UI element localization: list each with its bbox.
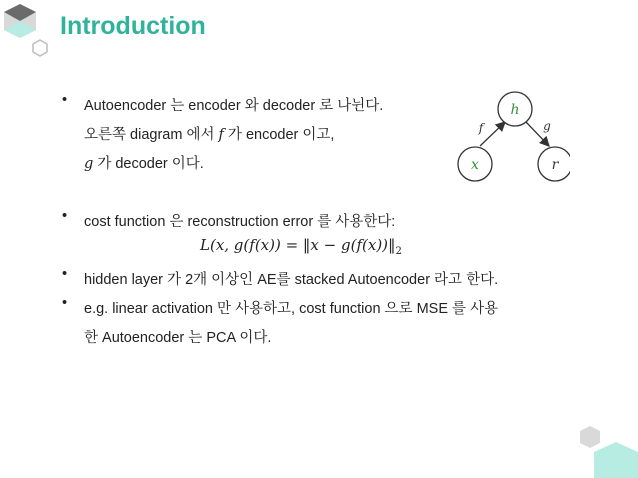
decor-hexagons-bottom-right — [560, 420, 638, 478]
formula-subscript: 2 — [395, 246, 402, 257]
text-segment: 가 decoder 이다. — [93, 156, 204, 172]
autoencoder-diagram — [450, 84, 570, 194]
node-h-label: h — [510, 102, 520, 118]
decor-hexagons-top-left — [0, 0, 60, 60]
bullet-line — [84, 295, 498, 324]
text-segment: Autoencoder 는 encoder 와 decoder 로 나뉜다. — [84, 98, 384, 114]
formula-text: L(x, g(f(x)) = ‖x − g(f(x))‖ — [200, 236, 396, 254]
bullet-line — [84, 266, 498, 295]
bullet-text — [84, 266, 498, 295]
bullet-dot: • — [62, 295, 68, 311]
bullet-text — [84, 295, 498, 353]
hexagon-decoration — [33, 40, 47, 56]
bullet-text — [84, 208, 395, 237]
bullet-line — [84, 208, 395, 237]
node-r-label: r — [551, 157, 559, 173]
cost-formula — [200, 236, 402, 257]
bullet-dot: • — [62, 92, 68, 108]
hexagon-decoration — [580, 426, 600, 448]
bullet-line — [84, 121, 383, 150]
bullet-line — [84, 150, 383, 179]
text-segment: cost function 은 reconstruction error 를 사용한다: — [84, 214, 396, 230]
bullet-dot: • — [62, 208, 68, 224]
bullet-line — [84, 92, 383, 121]
node-x-label: x — [471, 157, 479, 173]
edge-f — [480, 122, 505, 146]
bullet-line — [84, 324, 498, 353]
slide-title: Introduction — [60, 12, 206, 40]
text-segment: e.g. linear activation 만 사용하고, cost function 으로 MSE 를 사용 — [84, 301, 499, 317]
edge-g-label: g — [543, 119, 551, 133]
text-segment: 오른쪽 diagram 에서 — [84, 127, 219, 143]
edge-f-label: f — [478, 121, 484, 135]
bullet-text — [84, 92, 383, 179]
bullet-dot: • — [62, 266, 68, 282]
text-segment: 한 Autoencoder 는 PCA 이다. — [84, 330, 272, 346]
math-symbol: f — [218, 127, 224, 143]
hexagon-decoration — [594, 442, 638, 478]
text-segment: 가 encoder 이고, — [223, 127, 335, 143]
math-symbol: g — [84, 156, 94, 172]
text-segment: hidden layer 가 2개 이상인 AE를 stacked Autoencoder 라고 한다. — [84, 272, 499, 288]
